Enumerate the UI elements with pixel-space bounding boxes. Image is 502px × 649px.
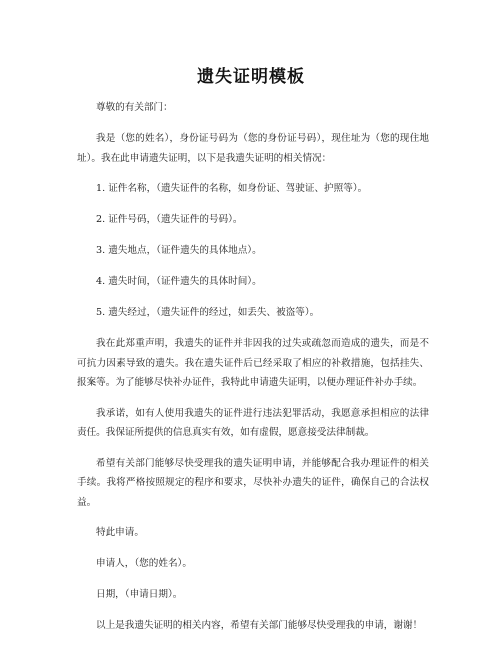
list-item-document-number: 2. 证件号码，（遗失证件的号码）。 — [96, 214, 243, 225]
salutation: 尊敬的有关部门： — [96, 102, 173, 113]
paragraph-request: 希望有关部门能够尽快受理我的遗失证明申请，并能够配合我办理证件的相关手续。我将严格按照规定的程序和要求，尽快补办遗失的证件，确保自己的合法权益。 — [77, 457, 429, 508]
paragraph-intro: 我是（您的姓名），身份证号码为（您的身份证号码），现住址为（您的现住地址）。我在此申请遗失证明，以下是我遗失证明的相关情况： — [77, 133, 429, 164]
list-item-loss-details: 5. 遗失经过，（遗失证件的经过，如丢失、被盗等）。 — [96, 307, 320, 318]
list-item-loss-time: 4. 遗失时间，（证件遗失的具体时间）。 — [96, 276, 262, 287]
applicant-line: 申请人，（您的姓名）。 — [96, 558, 192, 569]
paragraph-summary: 以上是我遗失证明的相关内容，希望有关部门能够尽快受理我的申请，谢谢！ — [96, 620, 423, 631]
document-title: 遗失证明模板 — [197, 67, 305, 87]
list-item-loss-location: 3. 遗失地点，（证件遗失的具体地点）。 — [96, 245, 262, 256]
document-body — [77, 98, 429, 647]
paragraph-declaration: 我在此郑重声明，我遗失的证件并非因我的过失或疏忽而造成的遗失，而是不可抗力因素导致的遗失。我在遗失证件后已经采取了相应的补救措施，包括挂失、报案等。为了能够尽快补办证件，我特此申请遗失证明，以便办理证件补办手续。 — [77, 338, 429, 388]
list-item-document-name: 1. 证件名称，（遗失证件的名称，如身份证、驾驶证、护照等）。 — [96, 183, 368, 194]
closing-statement: 特此申请。 — [96, 527, 144, 538]
date-line: 日期，（申请日期）。 — [96, 589, 183, 600]
paragraph-commitment: 我承诺，如有人使用我遗失的证件进行违法犯罪活动，我愿意承担相应的法律责任。我保证所提供的信息真实有效，如有虚假，愿意接受法律制裁。 — [77, 407, 429, 438]
